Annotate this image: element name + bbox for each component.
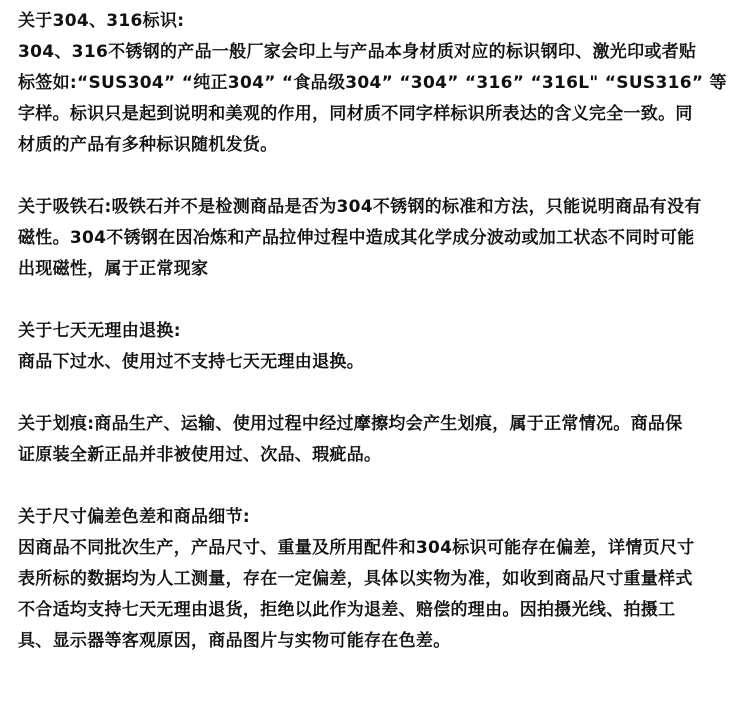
paragraph-line: 材质的产品有多种标识随机发货。 <box>18 135 278 155</box>
paragraph-line: 字样。标识只是起到说明和美观的作用，同材质不同字样标识所表达的含义完全一致。同 <box>18 104 693 124</box>
paragraph-line: 标签如:“SUS304” “纯正304” “食品级304” “304” “316” “316L" “SUS316” 等 <box>18 73 727 93</box>
section-seven-day-return <box>18 316 740 378</box>
paragraph-line: 关于吸铁石:吸铁石并不是检测商品是否为304不锈钢的标准和方法，只能说明商品有没有 <box>18 197 702 217</box>
paragraph-line: 商品下过水、使用过不支持七天无理由退换。 <box>18 352 364 372</box>
section-304-316-marking <box>18 6 740 161</box>
paragraph-line: 磁性。304不锈钢在因冶炼和产品拉伸过程中造成其化学成分波动或加工状态不同时可能 <box>18 228 695 248</box>
section-magnet <box>18 192 740 285</box>
section-heading: 关于七天无理由退换: <box>18 321 181 341</box>
paragraph-line: 证原装全新正品并非被使用过、次品、瑕疵品。 <box>18 445 382 465</box>
notice-document <box>18 6 740 657</box>
paragraph-line: 具、显示器等客观原因，商品图片与实物可能存在色差。 <box>18 631 451 651</box>
section-scratches <box>18 409 740 471</box>
paragraph-line: 表所标的数据均为人工测量，存在一定偏差，具体以实物为准，如收到商品尺寸重量样式 <box>18 569 693 589</box>
paragraph-line: 出现磁性，属于正常现家 <box>18 259 209 279</box>
paragraph-line: 关于划痕:商品生产、运输、使用过程中经过摩擦均会产生划痕，属于正常情况。商品保 <box>18 414 683 434</box>
paragraph-line: 因商品不同批次生产，产品尺寸、重量及所用配件和304标识可能存在偏差，详情页尺寸 <box>18 538 695 558</box>
section-size-color-deviation <box>18 502 740 657</box>
section-heading: 关于304、316标识: <box>18 11 185 31</box>
paragraph-line: 不合适均支持七天无理由退货，拒绝以此作为退差、赔偿的理由。因拍摄光线、拍摄工 <box>18 600 676 620</box>
paragraph-line: 304、316不锈钢的产品一般厂家会印上与产品本身材质对应的标识钢印、激光印或者贴 <box>18 42 697 62</box>
section-heading: 关于尺寸偏差色差和商品细节: <box>18 507 250 527</box>
